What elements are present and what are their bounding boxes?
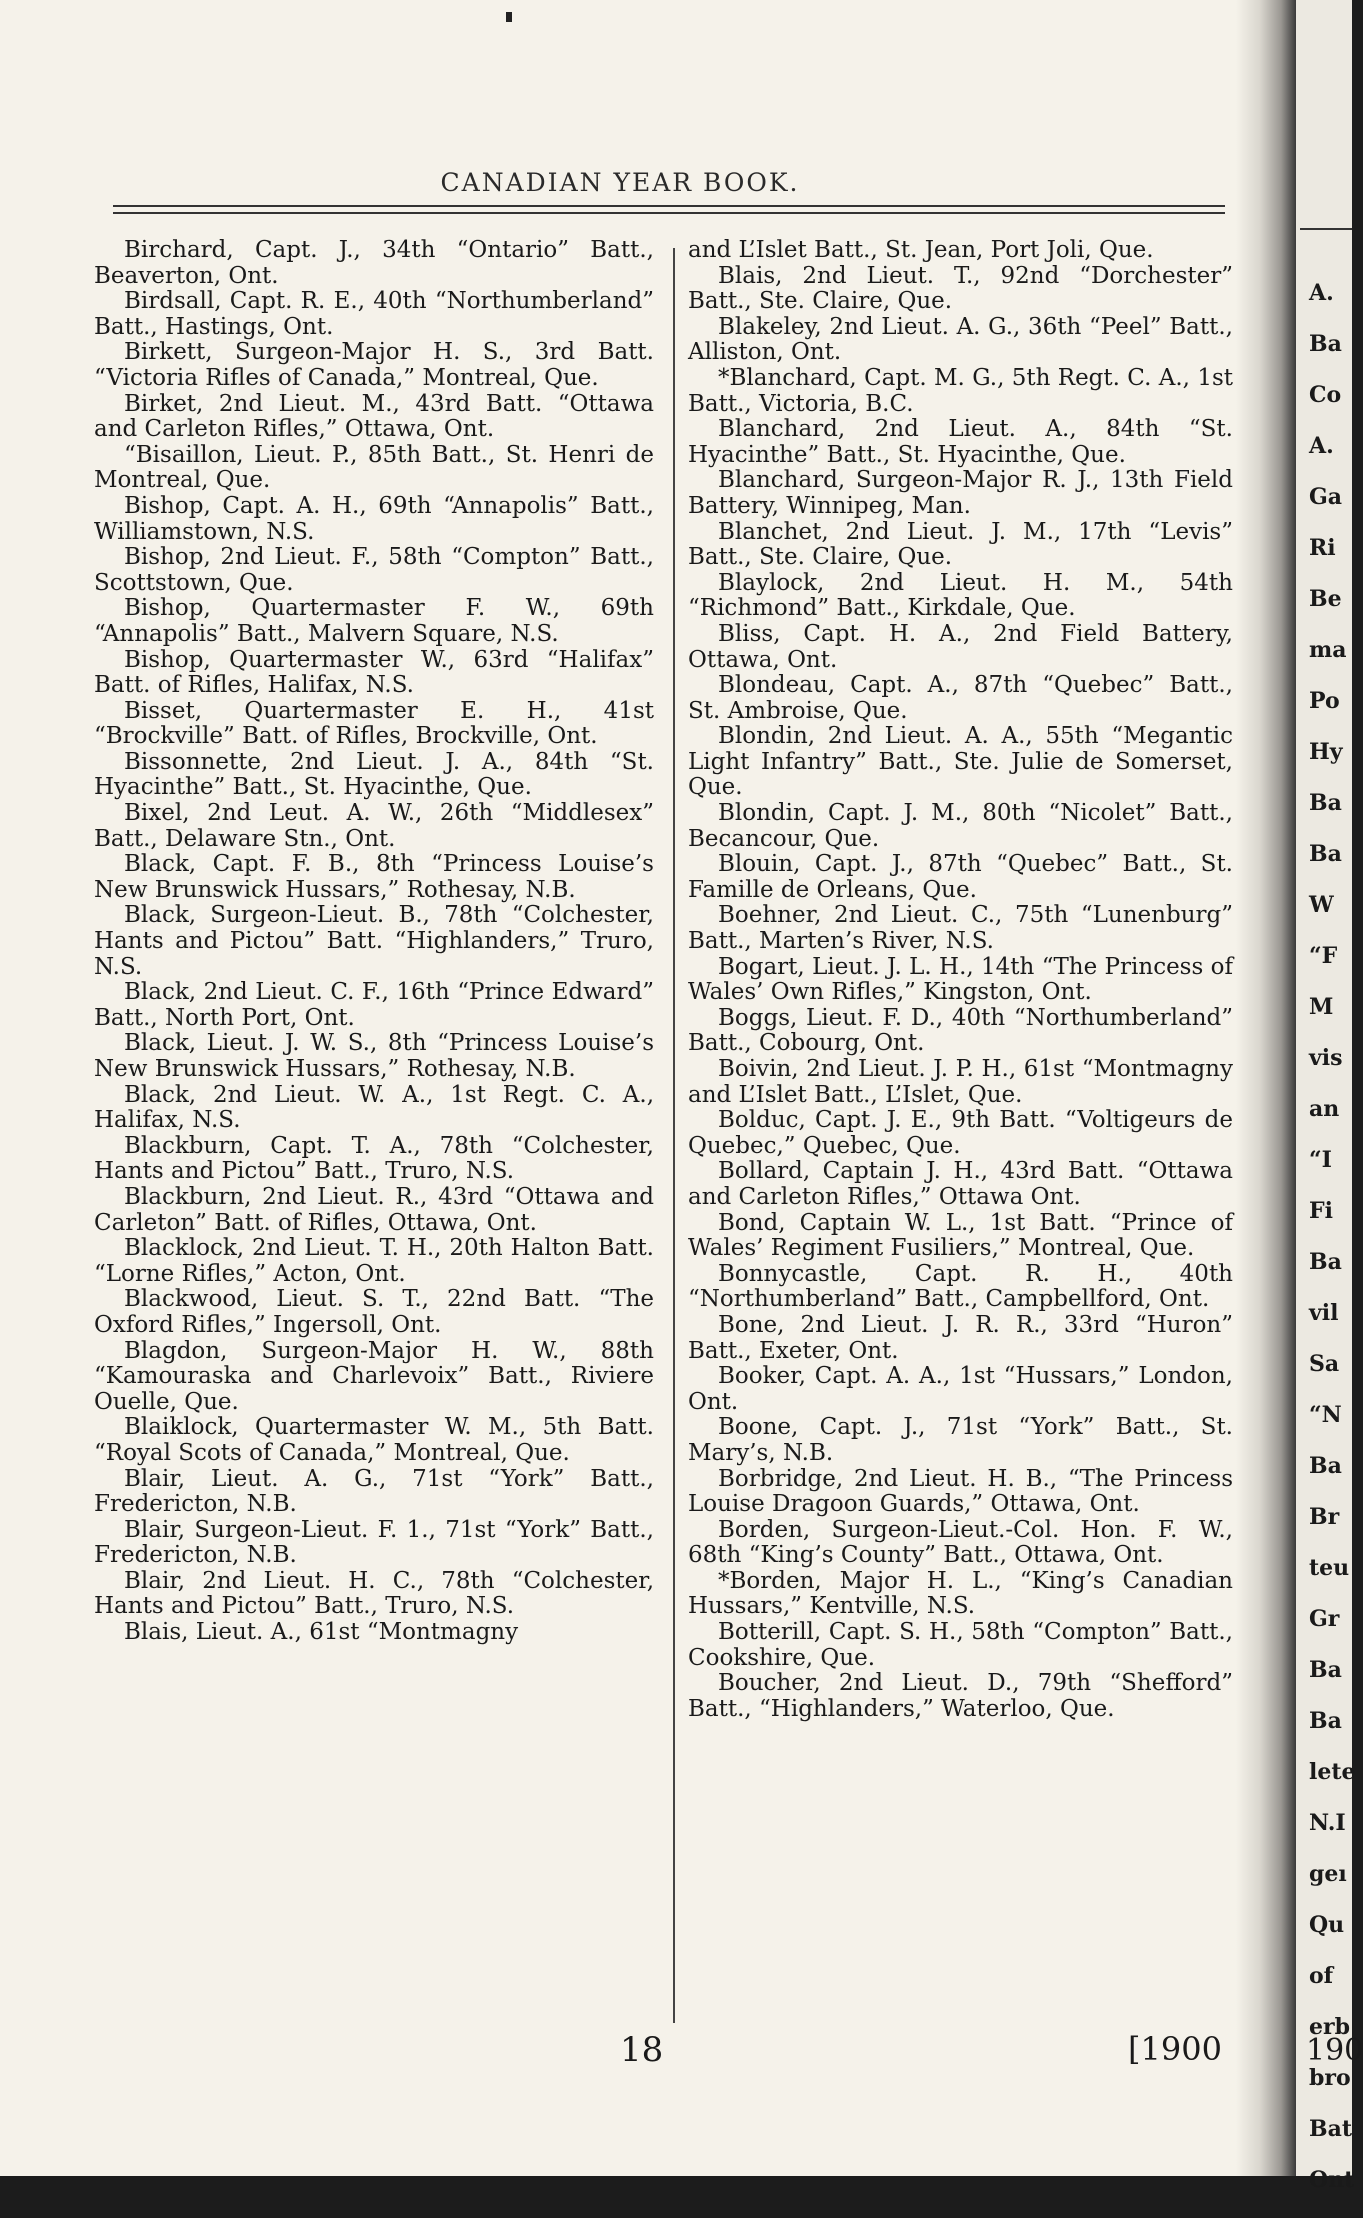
directory-entry: Blaylock, 2nd Lieut. H. M., 54th “Richmond” Batt., Kirkdale, Que. <box>688 569 1233 622</box>
directory-entry: Bone, 2nd Lieut. J. R. R., 33rd “Huron” Batt., Exeter, Ont. <box>688 1311 1233 1364</box>
directory-entry: Birchard, Capt. J., 34th “Ontario” Batt., Beaverton, Ont. <box>94 237 654 289</box>
next-page-fragment: Fi <box>1309 1198 1333 1224</box>
directory-entry: Blair, Lieut. A. G., 71st “York” Batt., Fredericton, N.B. <box>94 1465 654 1518</box>
next-page-fragment: vil <box>1309 1300 1339 1326</box>
directory-entry: Borbridge, 2nd Lieut. H. B., “The Princess Louise Dragoon Guards,” Ottawa, Ont. <box>688 1465 1233 1518</box>
directory-entry: Birdsall, Capt. R. E., 40th “Northumberland” Batt., Hastings, Ont. <box>94 288 654 340</box>
next-page-fragment: Sa <box>1309 1351 1340 1377</box>
directory-entry: Blondin, 2nd Lieut. A. A., 55th “Megantic Light Infantry” Batt., Ste. Julie de Somerset, Que. <box>688 723 1233 801</box>
directory-entry: *Blanchard, Capt. M. G., 5th Regt. C. A., 1st Batt., Victoria, B.C. <box>688 364 1233 417</box>
next-page-fragment: Qu <box>1309 1912 1345 1938</box>
directory-entry: Blondin, Capt. J. M., 80th “Nicolet” Batt., Becancour, Que. <box>688 800 1233 852</box>
directory-entry: Bolduc, Capt. J. E., 9th Batt. “Voltigeurs de Quebec,” Quebec, Que. <box>688 1107 1233 1159</box>
directory-entry: Boehner, 2nd Lieut. C., 75th “Lunenburg” Batt., Marten’s River, N.S. <box>688 902 1233 955</box>
next-page-fragment: Ba <box>1309 1453 1342 1479</box>
directory-entry: and L’Islet Batt., St. Jean, Port Joli, Que. <box>688 237 1154 263</box>
left-column <box>94 238 654 1646</box>
next-page-fragment: erb <box>1309 2014 1350 2040</box>
page-number: 18 <box>620 2030 664 2070</box>
directory-entry: Black, Capt. F. B., 8th “Princess Louise’s New Brunswick Hussars,” Rothesay, N.B. <box>94 851 654 903</box>
directory-entry: Blanchard, 2nd Lieut. A., 84th “St. Hyacinthe” Batt., St. Hyacinthe, Que. <box>688 416 1233 468</box>
directory-entry: Blondeau, Capt. A., 87th “Quebec” Batt., St. Ambroise, Que. <box>688 672 1233 724</box>
next-page-fragment: N.I <box>1309 1810 1346 1836</box>
next-page-fragments <box>1309 280 1356 2218</box>
directory-entry: Boucher, 2nd Lieut. D., 79th “Shefford” Batt., “Highlanders,” Waterloo, Que. <box>688 1670 1233 1722</box>
next-page-fragment: Bat <box>1309 2116 1353 2142</box>
next-page-fragment: “F <box>1309 943 1338 969</box>
book-gutter-shadow <box>1236 0 1296 2176</box>
directory-entry: Blouin, Capt. J., 87th “Quebec” Batt., St. Famille de Orleans, Que. <box>688 851 1233 903</box>
next-page-fragment: Ba <box>1309 1708 1342 1734</box>
directory-entry: Bishop, 2nd Lieut. F., 58th “Compton” Batt., Scottstown, Que. <box>94 544 654 596</box>
next-page-fragment: Ba <box>1309 841 1342 867</box>
next-page-fragment: A. <box>1309 280 1334 306</box>
directory-entry: Bollard, Captain J. H., 43rd Batt. “Ottawa and Carleton Rifles,” Ottawa Ont. <box>688 1158 1233 1210</box>
next-page-fragment: Ba <box>1309 1657 1342 1683</box>
directory-entry: Boggs, Lieut. F. D., 40th “Northumberland” Batt., Cobourg, Ont. <box>688 1004 1233 1057</box>
directory-entry: Blaiklock, Quartermaster W. M., 5th Batt. “Royal Scots of Canada,” Montreal, Que. <box>94 1414 654 1466</box>
directory-entry: Black, 2nd Lieut. W. A., 1st Regt. C. A., Halifax, N.S. <box>94 1081 654 1134</box>
next-page-fragment: an <box>1309 1096 1340 1122</box>
right-column <box>688 238 1233 1722</box>
next-page-fragment: ma <box>1309 637 1347 663</box>
next-page-fragment: teu <box>1309 1555 1350 1581</box>
directory-entry: *Borden, Major H. L., “King’s Canadian Hussars,” Kentville, N.S. <box>688 1567 1233 1620</box>
next-page-fragment: vis <box>1309 1045 1343 1071</box>
directory-entry: Blackwood, Lieut. S. T., 22nd Batt. “The Oxford Rifles,” Ingersoll, Ont. <box>94 1286 654 1338</box>
directory-entry: Blackburn, Capt. T. A., 78th “Colchester, Hants and Pictou” Batt., Truro, N.S. <box>94 1132 654 1185</box>
next-page-fragment: Ba <box>1309 1249 1342 1275</box>
directory-entry: Blair, Surgeon-Lieut. F. 1., 71st “York” Batt., Fredericton, N.B. <box>94 1516 654 1569</box>
next-page-fragment: Br <box>1309 1504 1340 1530</box>
next-page-fragment: “N <box>1309 1402 1342 1428</box>
directory-entry: Black, Surgeon-Lieut. B., 78th “Colchester, Hants and Pictou” Batt. “Highlanders,” Truro, N.S. <box>94 902 654 980</box>
footer-year: [1900 <box>1128 2030 1222 2068</box>
directory-entry: Blanchet, 2nd Lieut. J. M., 17th “Levis” Batt., Ste. Claire, Que. <box>688 518 1233 571</box>
directory-entry: Blair, 2nd Lieut. H. C., 78th “Colchester, Hants and Pictou” Batt., Truro, N.S. <box>94 1567 654 1620</box>
header-rule-bottom <box>113 212 1225 214</box>
directory-entry: Black, 2nd Lieut. C. F., 16th “Prince Edward” Batt., North Port, Ont. <box>94 979 654 1031</box>
directory-entry: Blanchard, Surgeon-Major R. J., 13th Field Battery, Winnipeg, Man. <box>688 467 1233 519</box>
next-page-fragment: Ont <box>1309 2167 1355 2193</box>
next-page-fragment: Po <box>1309 688 1340 714</box>
directory-entry: Blais, Lieut. A., 61st “Montmagny <box>124 1619 519 1646</box>
next-page-fragment: bro <box>1309 2065 1351 2091</box>
directory-entry: Black, Lieut. J. W. S., 8th “Princess Louise’s New Brunswick Hussars,” Rothesay, N.B. <box>94 1030 654 1082</box>
header-rule-top <box>113 205 1225 207</box>
directory-entry: Blackburn, 2nd Lieut. R., 43rd “Ottawa and Carleton” Batt. of Rifles, Ottawa, Ont. <box>94 1183 654 1236</box>
running-header: CANADIAN YEAR BOOK. <box>440 168 800 197</box>
directory-entry: Birket, 2nd Lieut. M., 43rd Batt. “Ottawa and Carleton Rifles,” Ottawa, Ont. <box>94 390 654 443</box>
directory-entry: Bliss, Capt. H. A., 2nd Field Battery, Ottawa, Ont. <box>688 620 1233 673</box>
next-page-fragment: Ri <box>1309 535 1336 561</box>
next-page-year: 190 <box>1306 2033 1363 2068</box>
directory-entry: Blais, 2nd Lieut. T., 92nd “Dorchester” Batt., Ste. Claire, Que. <box>688 262 1233 315</box>
directory-entry: Blagdon, Surgeon-Major H. W., 88th “Kamouraska and Charlevoix” Batt., Riviere Ouelle, Que. <box>94 1337 654 1415</box>
next-page-fragment: M <box>1309 994 1334 1020</box>
scan-speck <box>506 12 512 22</box>
next-page-fragment: Be <box>1309 586 1342 612</box>
directory-entry: Bisset, Quartermaster E. H., 41st “Brockville” Batt. of Rifles, Brockville, Ont. <box>94 697 654 750</box>
next-page-fragment: Ga <box>1309 484 1343 510</box>
next-page-fragment: lete <box>1309 1759 1356 1785</box>
directory-entry: Boivin, 2nd Lieut. J. P. H., 61st “Montmagny and L’Islet Batt., L’Islet, Que. <box>688 1056 1233 1108</box>
directory-entry: Bixel, 2nd Leut. A. W., 26th “Middlesex” Batt., Delaware Stn., Ont. <box>94 800 654 852</box>
next-page-rule <box>1300 228 1352 230</box>
next-page-fragment: Ba <box>1309 790 1342 816</box>
directory-entry: Birkett, Surgeon-Major H. S., 3rd Batt. “Victoria Rifles of Canada,” Montreal, Que. <box>94 339 654 391</box>
next-page-fragment: of <box>1309 1963 1334 1989</box>
directory-entry: Blacklock, 2nd Lieut. T. H., 20th Halton Batt. “Lorne Rifles,” Acton, Ont. <box>94 1235 654 1287</box>
directory-entry: “Bisaillon, Lieut. P., 85th Batt., St. Henri de Montreal, Que. <box>94 441 654 494</box>
directory-entry: Bogart, Lieut. J. L. H., 14th “The Princess of Wales’ Own Rifles,” Kingston, Ont. <box>688 953 1233 1006</box>
directory-entry: Bishop, Quartermaster F. W., 69th “Annapolis” Batt., Malvern Square, N.S. <box>94 595 654 647</box>
next-page-fragment: geı <box>1309 1861 1347 1887</box>
directory-entry: Bissonnette, 2nd Lieut. J. A., 84th “St. Hyacinthe” Batt., St. Hyacinthe, Que. <box>94 748 654 801</box>
next-page-fragment: Hy <box>1309 739 1343 765</box>
directory-entry: Booker, Capt. A. A., 1st “Hussars,” London, Ont. <box>688 1363 1233 1415</box>
next-page-fragment: Co <box>1309 382 1342 408</box>
next-page-fragment: Gr <box>1309 1606 1340 1632</box>
directory-entry: Borden, Surgeon-Lieut.-Col. Hon. F. W., 68th “King’s County” Batt., Ottawa, Ont. <box>688 1516 1233 1569</box>
directory-entry: Boone, Capt. J., 71st “York” Batt., St. Mary’s, N.B. <box>688 1414 1233 1466</box>
directory-entry: Blakeley, 2nd Lieut. A. G., 36th “Peel” Batt., Alliston, Ont. <box>688 313 1233 366</box>
column-divider <box>673 248 675 2023</box>
directory-entry: Bonnycastle, Capt. R. H., 40th “Northumberland” Batt., Campbellford, Ont. <box>688 1260 1233 1313</box>
next-page-fragment: Ba <box>1309 331 1342 357</box>
directory-entry: Bishop, Quartermaster W., 63rd “Halifax” Batt. of Rifles, Halifax, N.S. <box>94 646 654 699</box>
directory-entry: Bond, Captain W. L., 1st Batt. “Prince of Wales’ Regiment Fusiliers,” Montreal, Que. <box>688 1209 1233 1262</box>
directory-entry: Bishop, Capt. A. H., 69th “Annapolis” Batt., Williamstown, N.S. <box>94 492 654 545</box>
next-page-fragment: W <box>1309 892 1334 918</box>
directory-entry: Botterill, Capt. S. H., 58th “Compton” Batt., Cookshire, Que. <box>688 1619 1233 1671</box>
next-page-fragment: A. <box>1309 433 1334 459</box>
next-page-fragment: “I <box>1309 1147 1332 1173</box>
